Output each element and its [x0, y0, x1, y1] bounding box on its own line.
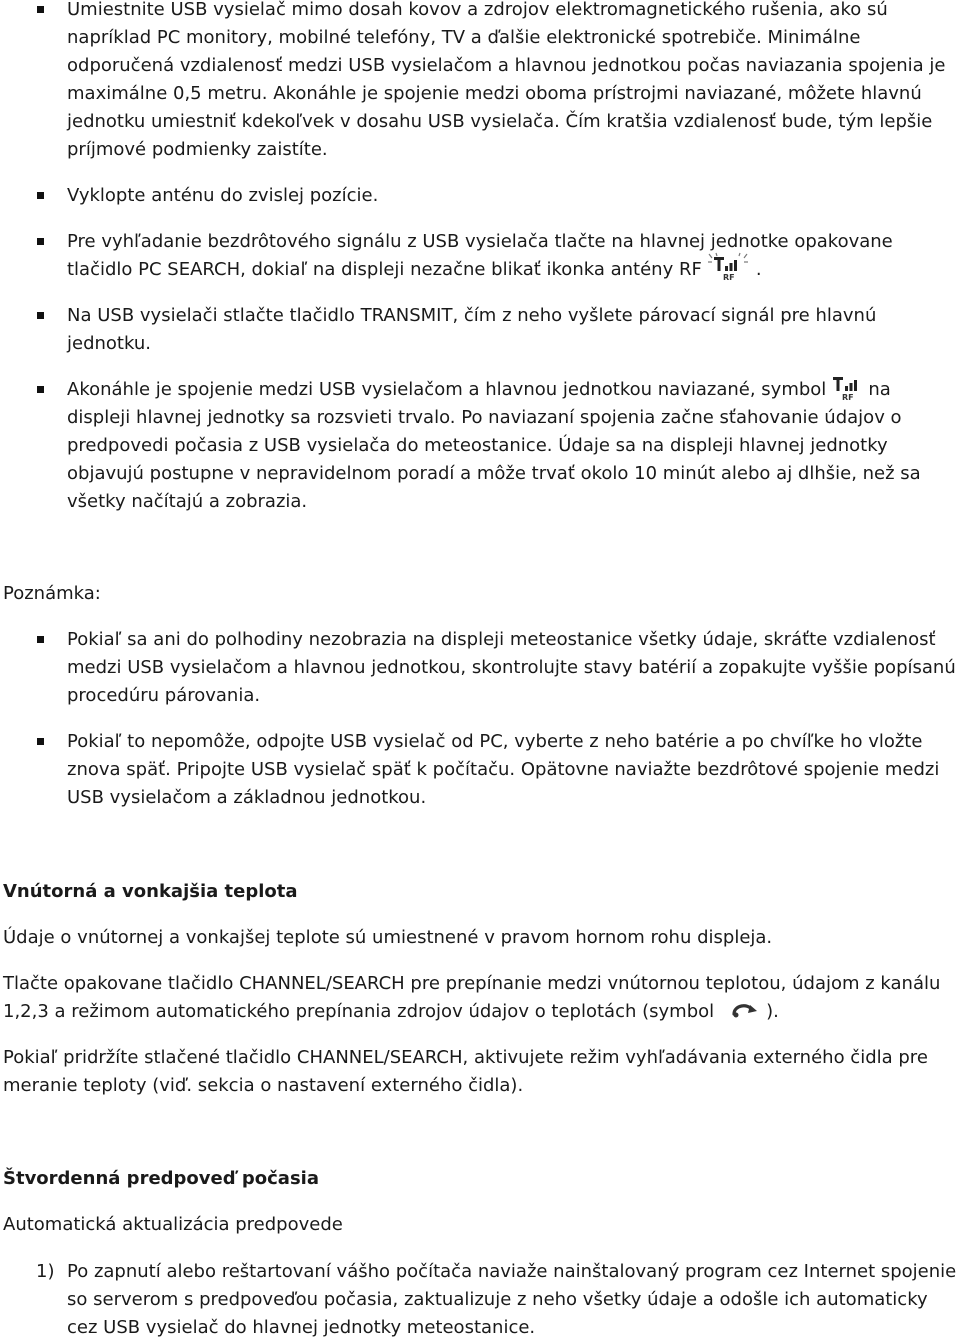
- list-item: [0, 1258, 960, 1342]
- list-item-text: Akonáhle je spojenie medzi USB vysielačom a hlavnou jednotkou naviazané, symbol: [67, 379, 827, 400]
- bullet-square-icon: [37, 738, 44, 745]
- list-item-text: Umiestnite USB vysielač mimo dosah kovov a zdrojov elektromagnetického rušenia, ako sú napríklad PC monitory, mobilné telefóny, TV a ďalšie elektronické spotrebiče. Minimálne odporučená vzdialenosť medzi USB vysielačom a hlavnou jednotkou počas naviazania spojenia je maximálne 0,5 metru. Akonáhle je spojenie medzi oboma prístrojmi naviazané, môžete hlavnú jednotku umiestniť kdekoľvek v dosahu USB vysielača. Čím kratšia vzdialenosť bude, tým lepšie príjmové podmienky zaistíte.: [67, 0, 946, 160]
- bullet-square-icon: [37, 192, 44, 199]
- list-item-text: Vyklopte anténu do zvislej pozície.: [67, 185, 379, 206]
- paragraph-text: ).: [766, 1001, 779, 1022]
- note-list: [0, 626, 960, 830]
- forecast-steps-list: [0, 1258, 960, 1342]
- list-item: [0, 228, 960, 284]
- list-item: [0, 376, 960, 516]
- list-item-text: Pokiaľ sa ani do polhodiny nezobrazia na displeji meteostanice všetky údaje, skráťte vzdialenosť medzi USB vysielačom a hlavnou jednotkou, skontrolujte stavy batérií a zopakujte vyššie popísanú procedúru párovania.: [67, 629, 956, 706]
- list-item: [0, 302, 960, 358]
- list-item: [0, 182, 960, 210]
- paragraph-text: Tlačte opakovane tlačidlo CHANNEL/SEARCH pre prepínanie medzi vnútornou teplotou, údajom z kanálu 1,2,3 a režimom automatického prepínania zdrojov údajov o teplotách (symbol: [3, 973, 941, 1022]
- list-item-text: na displeji hlavnej jednotky sa rozsvieti trvalo. Po naviazaní spojenia začne sťahovanie údajov o predpovedi počasia z USB vysielača do meteostanice. Údaje sa na displeji hlavnej jednotky objavujú postupne v nepravidelnom poradí a môže trvať okolo 10 minút alebo aj dlhšie, než sa všetky načítajú a zobrazia.: [67, 379, 921, 512]
- rf-antenna-icon: [830, 373, 866, 401]
- paragraph: Pokiaľ pridržíte stlačené tlačidlo CHANNEL/SEARCH, aktivujete režim vyhľadávania externého čidla pre meranie teploty (viď. sekcia o nastavení externého čidla).: [3, 1047, 928, 1096]
- list-item-text: Na USB vysielači stlačte tlačidlo TRANSMIT, čím z neho vyšlete párovací signál pre hlavnú jednotku.: [67, 305, 877, 354]
- rf-antenna-icon: [706, 252, 752, 282]
- list-item-number: 1): [36, 1261, 55, 1282]
- list-item: [0, 728, 960, 812]
- bullet-square-icon: [37, 6, 44, 13]
- list-item-text-suffix: .: [755, 259, 762, 280]
- svg-text:RF: RF: [722, 273, 735, 282]
- paragraph: Údaje o vnútornej a vonkajšej teplote sú umiestnené v pravom hornom rohu displeja.: [3, 927, 773, 948]
- paragraph: [3, 970, 958, 1026]
- note-label: Poznámka:: [3, 583, 101, 604]
- section-heading-temperature: Vnútorná a vonkajšia teplota: [3, 881, 298, 902]
- svg-text:RF: RF: [842, 393, 854, 401]
- list-item-text: Pokiaľ to nepomôže, odpojte USB vysielač od PC, vyberte z neho batérie a po chvíľke ho vložte znova späť. Pripojte USB vysielač späť k počítaču. Opätovne naviažte bezdrôtové spojenie medzi USB vysielačom a základnou jednotkou.: [67, 731, 940, 808]
- channel-cycle-icon: [728, 1000, 762, 1020]
- bullet-square-icon: [37, 238, 44, 245]
- pairing-steps-list: [0, 0, 960, 534]
- list-item-text: Po zapnutí alebo reštartovaní vášho počítača naviaže nainštalovaný program cez Internet spojenie so serverom s predpoveďou počasia, zaktualizuje z neho všetky údaje a odošle ich automaticky cez USB vysielač do hlavnej jednotky meteostanice.: [67, 1261, 957, 1338]
- bullet-square-icon: [37, 386, 44, 393]
- section-heading-forecast: Štvordenná predpoveď počasia: [3, 1168, 319, 1189]
- list-item-text: Pre vyhľadanie bezdrôtového signálu z USB vysielača tlačte na hlavnej jednotke opakovane tlačidlo PC SEARCH, dokiaľ na displeji nezačne blikať ikonka antény RF: [67, 231, 893, 280]
- bullet-square-icon: [37, 636, 44, 643]
- bullet-square-icon: [37, 312, 44, 319]
- list-item: [0, 626, 960, 710]
- subheading: Automatická aktualizácia predpovede: [3, 1214, 343, 1235]
- list-item: [0, 0, 960, 164]
